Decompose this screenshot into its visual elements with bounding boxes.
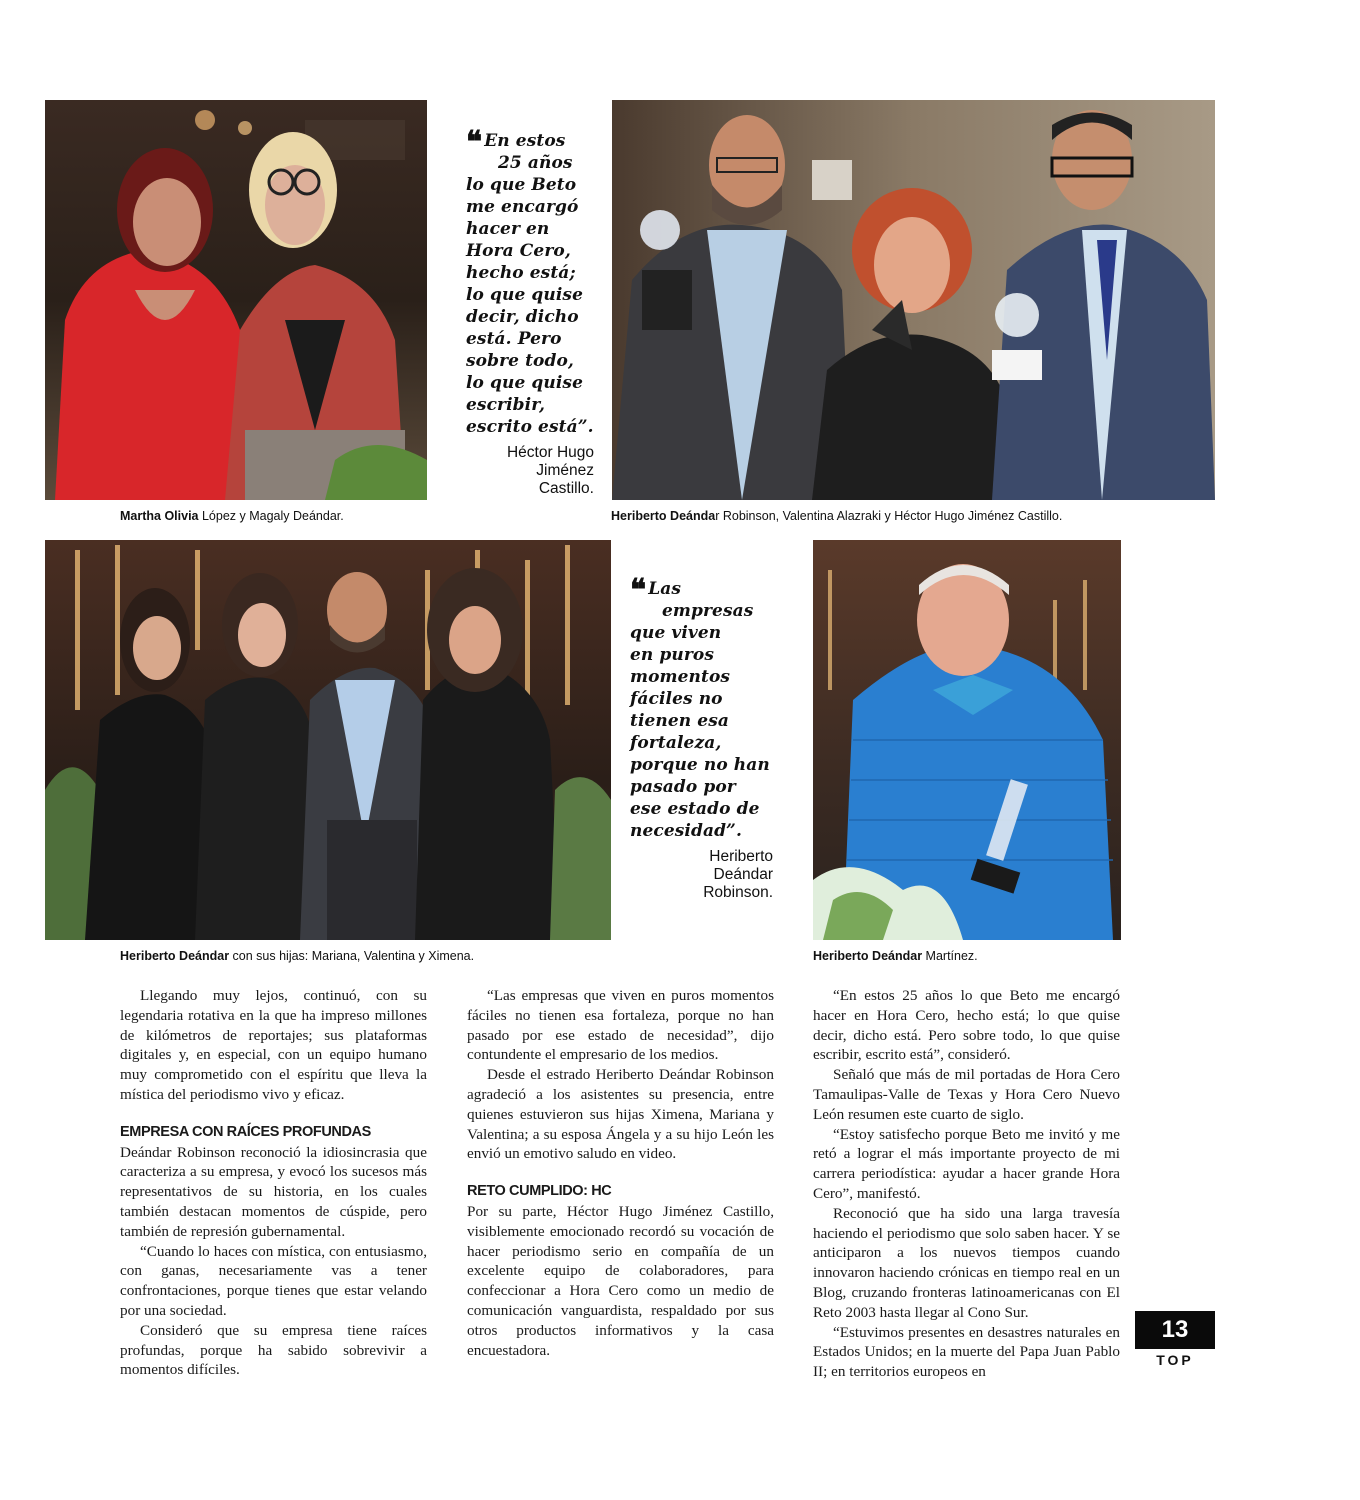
quote-line: sobre todo, bbox=[466, 351, 574, 371]
paragraph: “Estoy satisfecho porque Beto me invitó y me retó a lograr el más importante proyecto de mi carrera periodística: ayudar a hacer grande Hora Cero”, manifestó. bbox=[813, 1125, 1120, 1202]
photo-caption bbox=[120, 948, 474, 964]
caption-text: Martínez. bbox=[922, 949, 978, 963]
paragraph: “Cuando lo haces con mística, con entusiasmo, con ganas, necesariamente vas a tener confrontaciones, porque tienes que estar velando por una sociedad. bbox=[120, 1242, 427, 1319]
quote-line: empresas bbox=[662, 601, 754, 621]
author-line: Jiménez bbox=[536, 462, 594, 479]
quote-author bbox=[630, 848, 773, 902]
paragraph: Deándar Robinson reconoció la idiosincrasia que caracteriza a su empresa, y evocó los sucesos más representativos de su historia, en los cuales también destacan momentos de cúspide, pero también de represión gubernamental. bbox=[120, 1143, 427, 1240]
paragraph: Señaló que más de mil portadas de Hora Cero Tamaulipas-Valle de Texas y Hora Cero Nuevo León resumen este cuarto de siglo. bbox=[813, 1066, 1120, 1123]
author-line: Castillo. bbox=[538, 480, 594, 497]
caption-text: r Robinson, Valentina Alazraki y Héctor Hugo Jiménez Castillo. bbox=[715, 509, 1063, 523]
paragraph: Desde el estrado Heriberto Deándar Robinson agradeció a los asistentes su presencia, entre quienes estuvieron sus hijas Ximena, Mariana y Valentina; a su esposa Ángela y a su hijo León les envió un emotivo saludo en video. bbox=[467, 1066, 774, 1163]
photo-caption bbox=[611, 508, 1062, 524]
caption-bold-name: Heriberto Deánda bbox=[611, 509, 716, 523]
quote-line: Las bbox=[648, 579, 682, 599]
quote-line: En estos bbox=[484, 131, 566, 151]
caption-text: López y Magaly Deándar. bbox=[198, 509, 344, 523]
pull-quote bbox=[630, 573, 773, 902]
quote-line: porque no han bbox=[630, 755, 770, 775]
quote-line: fáciles no bbox=[630, 689, 723, 709]
quote-text bbox=[466, 125, 594, 438]
quote-line: 25 años bbox=[498, 153, 573, 173]
quote-text bbox=[630, 573, 773, 842]
caption-bold-name: Martha Olivia bbox=[120, 509, 199, 523]
author-line: Heriberto bbox=[709, 848, 773, 865]
photo-martha-magaly bbox=[45, 100, 427, 500]
quote-line: que viven bbox=[630, 623, 722, 643]
quote-line: lo que quise bbox=[466, 285, 583, 305]
quote-line: Hora Cero, bbox=[466, 241, 571, 261]
quote-mark-icon: ❝ bbox=[466, 125, 483, 160]
caption-text: con sus hijas: Mariana, Valentina y Ximena. bbox=[229, 949, 475, 963]
quote-mark-icon: ❝ bbox=[630, 573, 647, 608]
photo-caption bbox=[120, 508, 344, 524]
paragraph: “En estos 25 años lo que Beto me encargó hacer en Hora Cero, hecho está; lo que quise decir, dicho está. Pero sobre todo, lo que quise escribir, escrito está”, consideró. bbox=[813, 987, 1120, 1064]
author-line: Robinson. bbox=[703, 884, 773, 901]
quote-line: me encargó bbox=[466, 197, 579, 217]
paragraph: Por su parte, Héctor Hugo Jiménez Castillo, visiblemente emocionado recordó su vocación de hacer periodismo serio en compañía de un excelente equipo de colaboradores, para confeccionar a Hora Cero como un medio de comunicación vanguardista, respaldado por sus otros productos informativos y la casa encuestadora. bbox=[467, 1202, 774, 1359]
quote-author bbox=[466, 444, 594, 498]
quote-line: decir, dicho bbox=[466, 307, 579, 327]
caption-bold-name: Heriberto Deándar bbox=[813, 949, 923, 963]
quote-line: en puros bbox=[630, 645, 715, 665]
author-line: Héctor Hugo bbox=[506, 444, 594, 461]
quote-line: escrito está”. bbox=[466, 417, 594, 437]
quote-line: pasado por bbox=[630, 777, 736, 797]
paragraph: Reconoció que ha sido una larga travesía haciendo el periodismo que solo saben hacer. Y se anticiparon a los nuevos tiempos cuando innovaron haciendo crónicas en tiempo real en un Blog, cruzando fronteras latinoamericanas con El Reto 2003 hasta llegar al Cono Sur. bbox=[813, 1204, 1120, 1321]
article-column-2 bbox=[467, 986, 774, 1360]
section-heading: EMPRESA CON RAÍCES PROFUNDAS bbox=[120, 1123, 371, 1140]
section-heading: RETO CUMPLIDO: HC bbox=[467, 1183, 612, 1200]
pull-quote bbox=[466, 125, 594, 498]
paragraph: Consideró que su empresa tiene raíces profundas, porque ha sabido sobrevivir a momentos difíciles. bbox=[120, 1321, 427, 1379]
page-number: 13 bbox=[1135, 1311, 1215, 1349]
quote-line: momentos bbox=[630, 667, 731, 687]
quote-line: hacer en bbox=[466, 219, 550, 239]
paragraph: “Las empresas que viven en puros momentos fáciles no tienen esa fortaleza, porque no han pasado por ese estado de necesidad”, dijo contundente el empresario de los medios. bbox=[467, 987, 774, 1064]
photo-caption bbox=[813, 948, 978, 964]
photo-family bbox=[45, 540, 611, 940]
paragraph: “Estuvimos presentes en desastres naturales en Estados Unidos; en la muerte del Papa Juan Pablo II; en territorios europeos en bbox=[813, 1323, 1120, 1381]
quote-line: necesidad”. bbox=[630, 821, 742, 841]
photo-award-recipients bbox=[612, 100, 1215, 500]
quote-line: lo que quise bbox=[466, 373, 583, 393]
quote-line: hecho está; bbox=[466, 263, 576, 283]
quote-line: lo que Beto bbox=[466, 175, 577, 195]
quote-line: está. Pero bbox=[466, 329, 562, 349]
paragraph: Llegando muy lejos, continuó, con su legendaria rotativa en la que ha impreso millones de kilómetros de reportajes; sus plataformas digitales y, en especial, con un equipo humano muy comprometido con el espíritu que lleva la mística del periodismo vivo y eficaz. bbox=[120, 987, 427, 1103]
quote-line: fortaleza, bbox=[630, 733, 722, 753]
article-column-1 bbox=[120, 986, 427, 1380]
quote-line: tienen esa bbox=[630, 711, 729, 731]
photo-heriberto-martinez bbox=[813, 540, 1121, 940]
quote-line: ese estado de bbox=[630, 799, 760, 819]
author-line: Deándar bbox=[713, 866, 773, 883]
section-label: TOP bbox=[1156, 1352, 1194, 1368]
caption-bold-name: Heriberto Deándar bbox=[120, 949, 230, 963]
article-column-3 bbox=[813, 986, 1120, 1382]
quote-line: escribir, bbox=[466, 395, 546, 415]
